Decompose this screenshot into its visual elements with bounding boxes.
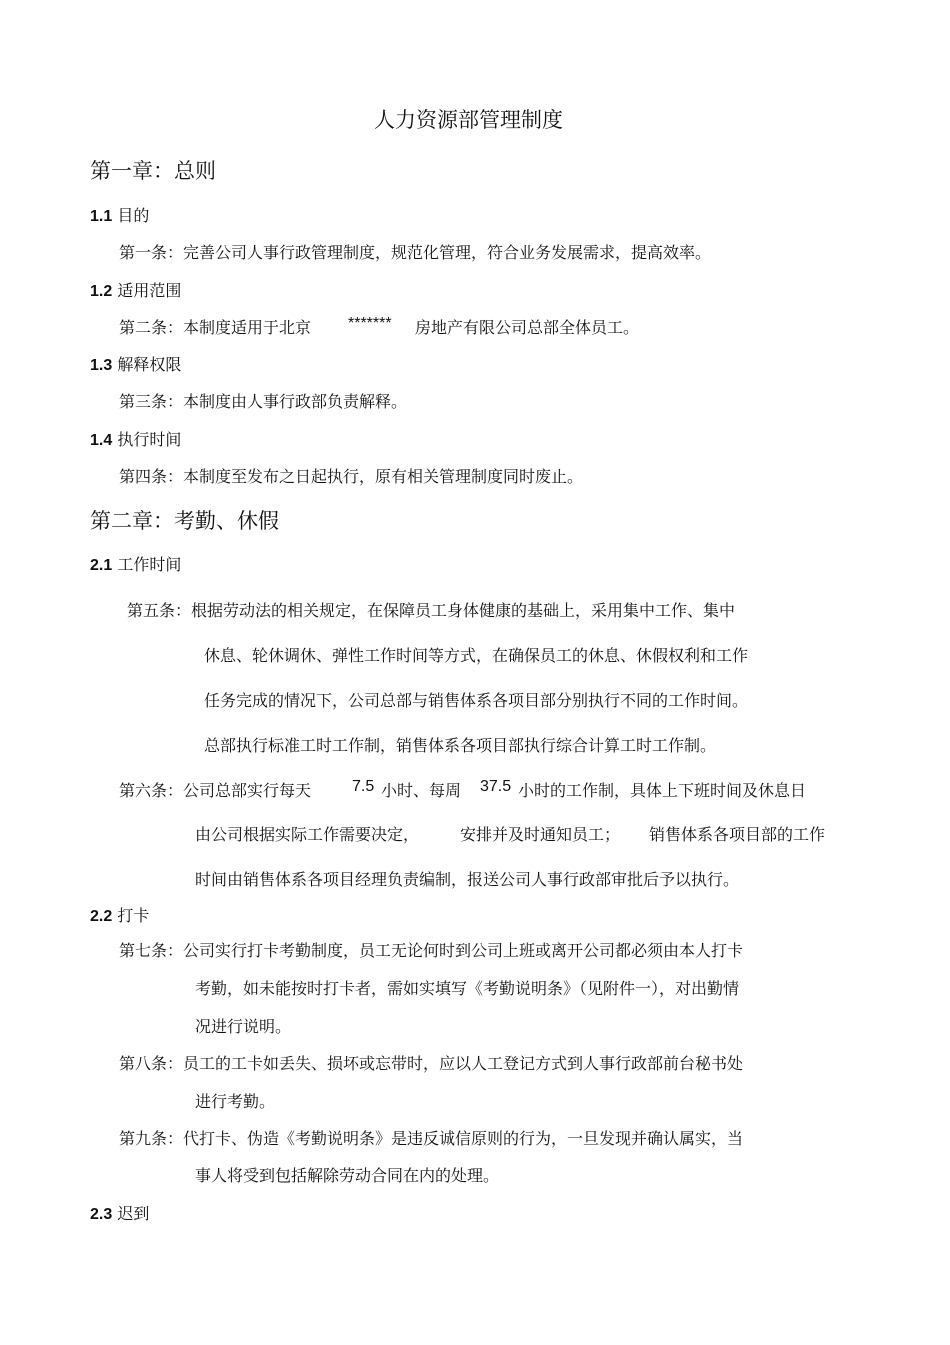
article-7-line-2: 考勤，如未能按时打卡者，需如实填写《考勤说明条》（见附件一），对出勤情: [195, 979, 740, 998]
article-5-line-1: 第五条：根据劳动法的相关规定，在保障员工身体健康的基础上，采用集中工作、集中: [127, 601, 736, 620]
article-4: 第四条：本制度至发布之日起执行，原有相关管理制度同时废止。: [119, 467, 584, 486]
article-7-line-3: 况进行说明。: [195, 1017, 292, 1036]
weekly-hours-value: 37.5: [480, 778, 512, 795]
section-1-1-heading: [90, 203, 149, 226]
article-5-line-2: 休息、轮休调休、弹性工作时间等方式，在确保员工的休息、休假权利和工作: [204, 646, 749, 665]
article-8-line-2: 进行考勤。: [195, 1092, 276, 1111]
section-number: 2.1: [90, 557, 113, 574]
section-number: 2.2: [90, 908, 113, 925]
section-2-2-heading: [90, 903, 149, 926]
article-5-line-4: 总部执行标准工时工作制，销售体系各项目部执行综合计算工时工作制。: [204, 736, 717, 755]
section-label: 执行时间: [117, 430, 182, 449]
section-label: 解释权限: [117, 355, 182, 374]
article-6-line-3: 时间由销售体系各项目经理负责编制，报送公司人事行政部审批后予以执行。: [195, 870, 740, 889]
section-label: 迟到: [117, 1204, 150, 1223]
section-number: 1.2: [90, 283, 113, 300]
section-label: 适用范围: [117, 281, 182, 300]
section-label: 打卡: [117, 906, 150, 925]
section-label: 工作时间: [117, 555, 182, 574]
chapter-1-heading: 第一章：总则: [90, 159, 216, 183]
article-5-line-3: 任务完成的情况下，公司总部与销售体系各项目部分别执行不同的工作时间。: [204, 691, 749, 710]
article-9-line-2: 事人将受到包括解除劳动合同在内的处理。: [195, 1166, 500, 1185]
section-1-2-heading: [90, 278, 181, 301]
article-6-line-2a: 由公司根据实际工作需要决定，: [195, 825, 420, 844]
article-8-line-1: 第八条：员工的工卡如丢失、损坏或忘带时，应以人工登记方式到人事行政部前台秘书处: [119, 1054, 744, 1073]
document-title: 人力资源部管理制度: [374, 108, 563, 132]
section-2-1-heading: [90, 552, 181, 575]
section-number: 1.4: [90, 432, 113, 449]
article-6-line-1b: 小时、每周: [381, 781, 462, 800]
article-1: 第一条：完善公司人事行政管理制度，规范化管理，符合业务发展需求，提高效率。: [119, 243, 712, 262]
article-2-continued: 房地产有限公司总部全体员工。: [415, 318, 640, 337]
article-3: 第三条：本制度由人事行政部负责解释。: [119, 392, 408, 411]
section-label: 目的: [117, 206, 150, 225]
article-text: 第二条：本制度适用于北京: [119, 318, 312, 337]
company-name-mask: *******: [348, 315, 392, 332]
article-9-line-1: 第九条：代打卡、伪造《考勤说明条》是违反诚信原则的行为，一旦发现并确认属实，当: [119, 1129, 744, 1148]
article-6-line-1c: 小时的工作制，具体上下班时间及休息日: [518, 781, 807, 800]
article-6-line-1a: 第六条：公司总部实行每天: [119, 781, 312, 800]
chapter-2-heading: 第二章：考勤、休假: [90, 509, 279, 533]
section-1-4-heading: [90, 427, 181, 450]
section-number: 1.1: [90, 208, 113, 225]
daily-hours-value: 7.5: [352, 778, 375, 795]
section-1-3-heading: [90, 352, 181, 375]
article-6-line-2c: 销售体系各项目部的工作: [649, 825, 826, 844]
article-6-line-2b: 安排并及时通知员工；: [460, 825, 621, 844]
article-7-line-1: 第七条：公司实行打卡考勤制度，员工无论何时到公司上班或离开公司都必须由本人打卡: [119, 941, 744, 960]
section-number: 2.3: [90, 1206, 113, 1223]
section-number: 1.3: [90, 357, 113, 374]
section-2-3-heading: [90, 1201, 149, 1224]
article-2: [119, 315, 311, 338]
